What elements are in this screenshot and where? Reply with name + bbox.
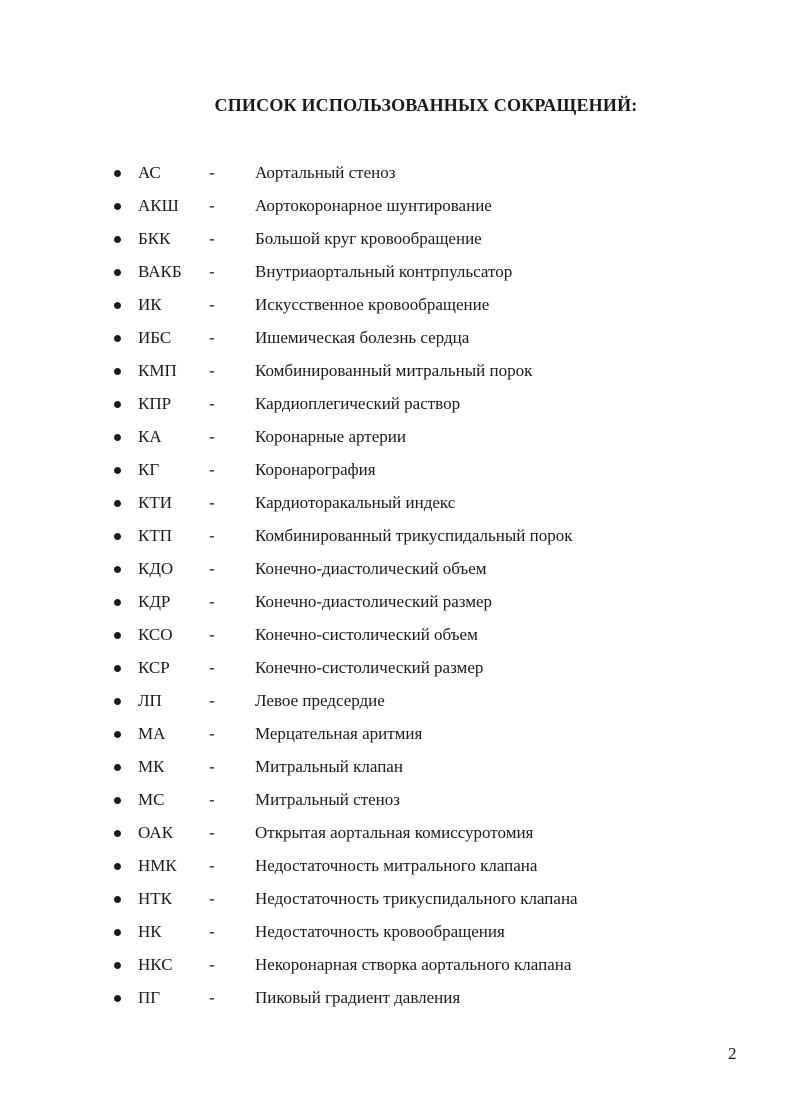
abbreviation: КСО bbox=[138, 625, 173, 644]
list-item bbox=[0, 387, 794, 420]
separator-dash: - bbox=[209, 691, 215, 710]
list-item bbox=[0, 816, 794, 849]
separator-dash: - bbox=[209, 922, 215, 941]
abbreviation: ЛП bbox=[138, 691, 162, 710]
list-item bbox=[0, 156, 794, 189]
separator-dash: - bbox=[209, 823, 215, 842]
list-item bbox=[0, 420, 794, 453]
abbreviation: КА bbox=[138, 427, 162, 446]
abbreviation: ИК bbox=[138, 295, 162, 314]
bullet-icon bbox=[114, 698, 121, 705]
list-item bbox=[0, 651, 794, 684]
abbreviation-definition: Аортокоронарное шунтирование bbox=[255, 196, 492, 215]
list-item bbox=[0, 189, 794, 222]
abbreviation: НКС bbox=[138, 955, 173, 974]
bullet-icon bbox=[114, 599, 121, 606]
abbreviation-definition: Некоронарная створка аортального клапана bbox=[255, 955, 572, 974]
abbreviation-definition: Мерцательная аритмия bbox=[255, 724, 423, 743]
bullet-icon bbox=[114, 335, 121, 342]
abbreviation: БКК bbox=[138, 229, 171, 248]
page-title: СПИСОК ИСПОЛЬЗОВАННЫХ СОКРАЩЕНИЙ: bbox=[214, 95, 638, 115]
abbreviation-definition: Конечно-диастолический объем bbox=[255, 559, 487, 578]
separator-dash: - bbox=[209, 955, 215, 974]
abbreviation-definition: Недостаточность митрального клапана bbox=[255, 856, 538, 875]
list-item bbox=[0, 849, 794, 882]
list-item bbox=[0, 486, 794, 519]
abbreviation-definition: Ишемическая болезнь сердца bbox=[255, 328, 470, 347]
abbreviation: КТП bbox=[138, 526, 172, 545]
bullet-icon bbox=[114, 236, 121, 243]
separator-dash: - bbox=[209, 658, 215, 677]
bullet-icon bbox=[114, 434, 121, 441]
abbreviation-definition: Недостаточность кровообращения bbox=[255, 922, 505, 941]
abbreviation: КДР bbox=[138, 592, 171, 611]
separator-dash: - bbox=[209, 295, 215, 314]
list-item bbox=[0, 354, 794, 387]
list-item bbox=[0, 948, 794, 981]
page-number: 2 bbox=[728, 1044, 737, 1063]
bullet-icon bbox=[114, 203, 121, 210]
list-item bbox=[0, 882, 794, 915]
abbreviation: МА bbox=[138, 724, 166, 743]
separator-dash: - bbox=[209, 361, 215, 380]
abbreviation-definition: Открытая аортальная комиссуротомия bbox=[255, 823, 534, 842]
list-item bbox=[0, 288, 794, 321]
abbreviation-definition: Пиковый градиент давления bbox=[255, 988, 461, 1007]
list-item bbox=[0, 618, 794, 651]
abbreviation-definition: Комбинированный трикуспидальный порок bbox=[255, 526, 573, 545]
abbreviation: НМК bbox=[138, 856, 177, 875]
separator-dash: - bbox=[209, 625, 215, 644]
separator-dash: - bbox=[209, 559, 215, 578]
list-item bbox=[0, 684, 794, 717]
bullet-icon bbox=[114, 797, 121, 804]
separator-dash: - bbox=[209, 196, 215, 215]
list-item bbox=[0, 255, 794, 288]
separator-dash: - bbox=[209, 262, 215, 281]
separator-dash: - bbox=[209, 856, 215, 875]
separator-dash: - bbox=[209, 592, 215, 611]
list-item bbox=[0, 519, 794, 552]
list-item bbox=[0, 453, 794, 486]
abbreviation: АКШ bbox=[138, 196, 179, 215]
separator-dash: - bbox=[209, 493, 215, 512]
bullet-icon bbox=[114, 764, 121, 771]
bullet-icon bbox=[114, 170, 121, 177]
bullet-icon bbox=[114, 632, 121, 639]
abbreviation-definition: Конечно-диастолический размер bbox=[255, 592, 493, 611]
bullet-icon bbox=[114, 929, 121, 936]
list-item bbox=[0, 750, 794, 783]
abbreviation-definition: Коронарография bbox=[255, 460, 376, 479]
abbreviation: МК bbox=[138, 757, 165, 776]
list-item bbox=[0, 552, 794, 585]
abbreviation-list bbox=[0, 156, 794, 1014]
abbreviation-definition: Конечно-систолический объем bbox=[255, 625, 478, 644]
abbreviation: КДО bbox=[138, 559, 174, 578]
abbreviation: ВАКБ bbox=[138, 262, 182, 281]
separator-dash: - bbox=[209, 460, 215, 479]
list-item bbox=[0, 321, 794, 354]
abbreviation-definition: Кардиоторакальный индекс bbox=[255, 493, 456, 512]
bullet-icon bbox=[114, 302, 121, 309]
bullet-icon bbox=[114, 500, 121, 507]
abbreviation-definition: Конечно-систолический размер bbox=[255, 658, 484, 677]
separator-dash: - bbox=[209, 790, 215, 809]
abbreviation: КГ bbox=[138, 460, 160, 479]
bullet-icon bbox=[114, 863, 121, 870]
separator-dash: - bbox=[209, 988, 215, 1007]
abbreviation: НК bbox=[138, 922, 162, 941]
bullet-icon bbox=[114, 830, 121, 837]
abbreviation-definition: Коронарные артерии bbox=[255, 427, 406, 446]
bullet-icon bbox=[114, 665, 121, 672]
separator-dash: - bbox=[209, 757, 215, 776]
abbreviation: КМП bbox=[138, 361, 177, 380]
bullet-icon bbox=[114, 962, 121, 969]
abbreviation-definition: Митральный клапан bbox=[255, 757, 403, 776]
separator-dash: - bbox=[209, 889, 215, 908]
abbreviation-definition: Аортальный стеноз bbox=[255, 163, 396, 182]
abbreviation: НТК bbox=[138, 889, 172, 908]
bullet-icon bbox=[114, 269, 121, 276]
abbreviation: МС bbox=[138, 790, 165, 809]
separator-dash: - bbox=[209, 163, 215, 182]
list-item bbox=[0, 222, 794, 255]
abbreviation: ПГ bbox=[138, 988, 161, 1007]
separator-dash: - bbox=[209, 328, 215, 347]
abbreviation-definition: Левое предсердие bbox=[255, 691, 385, 710]
bullet-icon bbox=[114, 731, 121, 738]
list-item bbox=[0, 915, 794, 948]
abbreviation: КТИ bbox=[138, 493, 172, 512]
bullet-icon bbox=[114, 467, 121, 474]
abbreviation-definition: Большой круг кровообращение bbox=[255, 229, 482, 248]
abbreviation-definition: Митральный стеноз bbox=[255, 790, 400, 809]
abbreviation-definition: Искусственное кровообращение bbox=[255, 295, 490, 314]
abbreviation-definition: Комбинированный митральный порок bbox=[255, 361, 533, 380]
list-item bbox=[0, 585, 794, 618]
bullet-icon bbox=[114, 368, 121, 375]
separator-dash: - bbox=[209, 526, 215, 545]
list-item bbox=[0, 717, 794, 750]
abbreviation: ИБС bbox=[138, 328, 172, 347]
bullet-icon bbox=[114, 566, 121, 573]
separator-dash: - bbox=[209, 427, 215, 446]
separator-dash: - bbox=[209, 394, 215, 413]
bullet-icon bbox=[114, 896, 121, 903]
abbreviation-definition: Кардиоплегический раствор bbox=[255, 394, 461, 413]
abbreviation-definition: Недостаточность трикуспидального клапана bbox=[255, 889, 578, 908]
bullet-icon bbox=[114, 995, 121, 1002]
separator-dash: - bbox=[209, 724, 215, 743]
abbreviation-definition: Внутриаортальный контрпульсатор bbox=[255, 262, 513, 281]
list-item bbox=[0, 981, 794, 1014]
abbreviation: АС bbox=[138, 163, 161, 182]
abbreviation: КПР bbox=[138, 394, 172, 413]
separator-dash: - bbox=[209, 229, 215, 248]
abbreviation: КСР bbox=[138, 658, 170, 677]
bullet-icon bbox=[114, 533, 121, 540]
list-item bbox=[0, 783, 794, 816]
abbreviation: ОАК bbox=[138, 823, 174, 842]
bullet-icon bbox=[114, 401, 121, 408]
